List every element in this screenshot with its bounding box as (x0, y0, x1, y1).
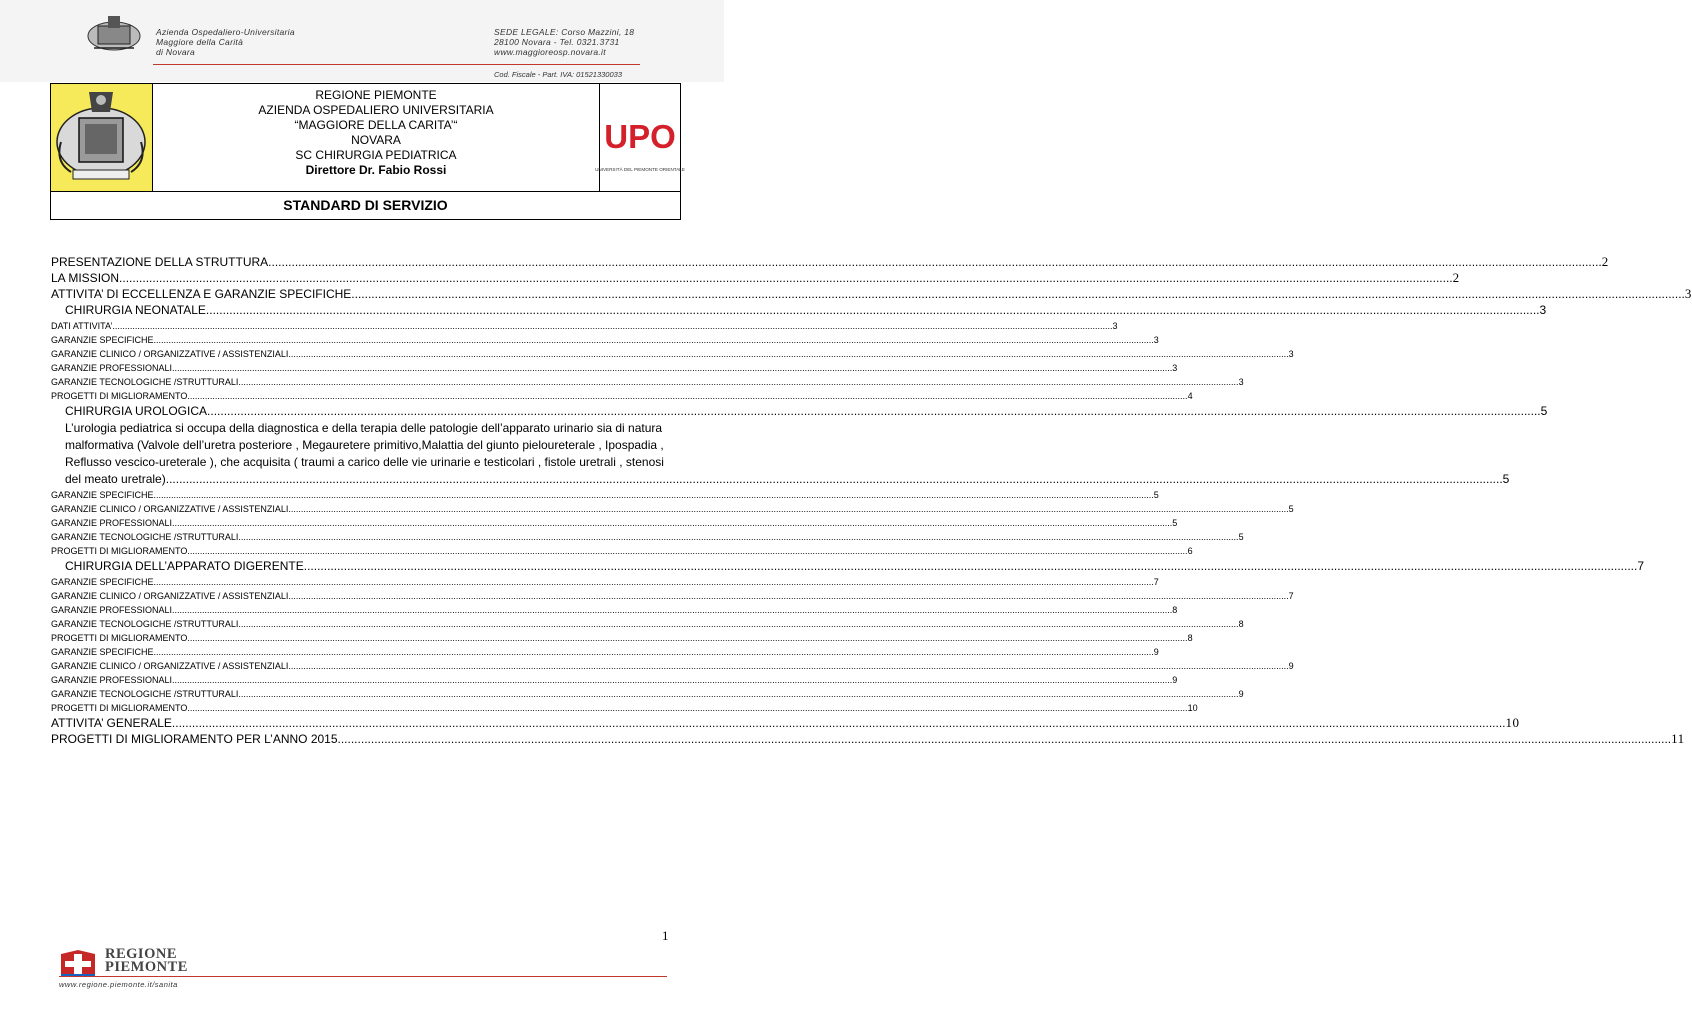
toc-entry-level3[interactable] (51, 502, 1294, 516)
toc-entry-label: GARANZIE TECNOLOGICHE /STRUTTURALI (51, 532, 239, 542)
toc-dot-leader (268, 254, 1602, 270)
toc-entry-level3[interactable] (51, 333, 1159, 347)
toc-dot-leader (172, 603, 1172, 617)
toc-page-number: 5 (1238, 532, 1244, 542)
toc-entry-level3[interactable] (51, 673, 1178, 687)
toc-entry-label: GARANZIE PROFESSIONALI (51, 605, 173, 615)
toc-dot-leader (288, 347, 1288, 361)
toc-page-number: 3 (1153, 335, 1159, 345)
toc-entry-level1[interactable] (51, 731, 1685, 747)
toc-dot-leader (206, 302, 1540, 319)
toc-entry-label: GARANZIE CLINICO / ORGANIZZATIVE / ASSISTENZIALI (51, 591, 289, 601)
toc-entry-level2[interactable] (65, 471, 1510, 488)
toc-entry-label: DATI ATTIVITA’ (51, 321, 113, 331)
toc-entry-level1[interactable] (51, 715, 1520, 731)
toc-entry-label: PROGETTI DI MIGLIORAMENTO (51, 391, 188, 401)
toc-page-number: 5 (1153, 490, 1159, 500)
toc-description-line: malformativa (Valvole dell’uretra posteriore , Megauretere primitivo,Malattia del giunto pieloureterale , Ipospadia , (65, 438, 664, 452)
toc-page-number: 3 (1288, 349, 1294, 359)
toc-page-number: 6 (1187, 546, 1193, 556)
toc-entry-level3[interactable] (51, 617, 1244, 631)
toc-page-number: 7 (1153, 577, 1159, 587)
toc-dot-leader (304, 558, 1638, 575)
toc-page-number: 5 (1172, 518, 1178, 528)
toc-dot-leader (172, 673, 1172, 687)
toc-entry-label: GARANZIE CLINICO / ORGANIZZATIVE / ASSISTENZIALI (51, 349, 289, 359)
toc-entry-level3[interactable] (51, 361, 1178, 375)
toc-entry-label: GARANZIE CLINICO / ORGANIZZATIVE / ASSISTENZIALI (51, 504, 289, 514)
toc-entry-label: PROGETTI DI MIGLIORAMENTO PER L’ANNO 2015 (51, 732, 338, 746)
regione-piemonte-logo-icon (59, 948, 97, 978)
toc-page-number: 9 (1153, 647, 1159, 657)
toc-entry-level1[interactable] (51, 286, 1692, 302)
toc-dot-leader (338, 731, 1672, 747)
institution-line: SC CHIRURGIA PEDIATRICA (295, 148, 457, 162)
regione-name-line: REGIONE (105, 946, 177, 962)
toc-page-number: 9 (1288, 661, 1294, 671)
toc-page-number: 7 (1288, 591, 1294, 601)
legal-address-line: 28100 Novara - Tel. 0321.3731 (494, 37, 620, 47)
toc-entry-level3[interactable] (51, 575, 1159, 589)
upo-caption: UNIVERSITÀ DEL PIEMONTE ORIENTALE (595, 167, 685, 172)
upo-logo-text: UPO (604, 118, 676, 155)
toc-entry-level3[interactable] (51, 631, 1193, 645)
toc-dot-leader (172, 361, 1172, 375)
institution-line: NOVARA (351, 133, 401, 147)
director-name: Direttore Dr. Fabio Rossi (305, 163, 447, 177)
hospital-name (156, 27, 295, 57)
website-link[interactable]: www.maggioreosp.novara.it (494, 47, 606, 57)
toc-entry-level3[interactable] (51, 375, 1244, 389)
toc-entry-label: GARANZIE SPECIFICHE (51, 490, 154, 500)
toc-entry-label: ATTIVITA’ GENERALE (51, 716, 172, 730)
toc-page-number: 5 (1502, 472, 1510, 486)
toc-entry-label: ATTIVITA’ DI ECCELLENZA E GARANZIE SPECIFICHE (51, 287, 352, 301)
upo-logo (595, 84, 685, 191)
toc-entry-level2[interactable] (51, 403, 1548, 420)
toc-dot-leader (169, 471, 1503, 488)
toc-entry-level3[interactable] (51, 589, 1294, 603)
page-header (0, 0, 724, 82)
toc-page-number: 2 (1452, 270, 1460, 285)
toc-entry-level3[interactable] (51, 516, 1178, 530)
toc-page-number: 7 (1637, 559, 1645, 573)
toc-entry-level1[interactable] (51, 270, 1460, 286)
toc-page-number: 4 (1187, 391, 1193, 401)
toc-entry-level1[interactable] (51, 254, 1609, 270)
upo-logo-icon (595, 84, 685, 191)
toc-page-number: 3 (1684, 286, 1692, 301)
toc-dot-leader (207, 403, 1541, 420)
toc-entry-label: del meato uretrale). (65, 472, 170, 486)
header-divider (153, 64, 640, 65)
toc-dot-leader (154, 645, 1154, 659)
toc-entry-label: LA MISSION (51, 271, 120, 285)
toc-description-line: L’urologia pediatrica si occupa della diagnostica e della terapia delle patologie dell’apparato urinario sia di natura (65, 421, 663, 435)
toc-entry-label: GARANZIE SPECIFICHE (51, 647, 154, 657)
toc-dot-leader (187, 389, 1187, 403)
toc-entry-label: GARANZIE TECNOLOGICHE /STRUTTURALI (51, 377, 239, 387)
toc-page-number: 9 (1172, 675, 1178, 685)
toc-page-number: 3 (1539, 303, 1547, 317)
toc-entry-label: GARANZIE PROFESSIONALI (51, 518, 173, 528)
toc-page-number: 10 (1187, 703, 1198, 713)
toc-dot-leader (112, 319, 1112, 333)
crest-cell (51, 84, 153, 191)
toc-dot-leader (187, 631, 1187, 645)
toc-page-number: 5 (1540, 404, 1548, 418)
toc-entry-level3[interactable] (51, 603, 1178, 617)
legal-address-line: SEDE LEGALE: Corso Mazzini, 18 (494, 27, 635, 37)
table-of-contents (51, 254, 1692, 747)
toc-entry-level2[interactable] (51, 558, 1645, 575)
toc-page-number: 8 (1238, 619, 1244, 629)
toc-entry-label: CHIRURGIA DELL’APPARATO DIGERENTE (65, 559, 304, 573)
toc-dot-leader (238, 687, 1238, 701)
hospital-name-line: di Novara (156, 47, 196, 57)
toc-dot-leader (351, 286, 1685, 302)
page-number: 1 (662, 928, 669, 943)
fiscal-code: Cod. Fiscale - Part. IVA: 01521330033 (494, 70, 622, 79)
hospital-name-line: Maggiore della Carità (156, 37, 244, 47)
toc-dot-leader (187, 544, 1187, 558)
toc-dot-leader (154, 488, 1154, 502)
toc-page-number: 5 (1288, 504, 1294, 514)
toc-entry-label: GARANZIE SPECIFICHE (51, 577, 154, 587)
footer-divider (59, 976, 667, 977)
toc-dot-leader (288, 659, 1288, 673)
toc-entry-label: GARANZIE PROFESSIONALI (51, 675, 173, 685)
toc-entry-label: PROGETTI DI MIGLIORAMENTO (51, 546, 188, 556)
toc-entry-label: PRESENTAZIONE DELLA STRUTTURA (51, 255, 269, 269)
toc-entry-label: CHIRURGIA NEONATALE (65, 303, 206, 317)
toc-page-number: 9 (1238, 689, 1244, 699)
toc-entry-level3[interactable] (51, 530, 1244, 544)
institution-block (152, 88, 600, 178)
toc-dot-leader (119, 270, 1453, 286)
toc-dot-leader (172, 516, 1172, 530)
toc-entry-level3[interactable] (51, 701, 1198, 715)
toc-entry-label: PROGETTI DI MIGLIORAMENTO (51, 633, 188, 643)
toc-entry-label: PROGETTI DI MIGLIORAMENTO (51, 703, 188, 713)
institution-line: “MAGGIORE DELLA CARITA’“ (294, 118, 458, 132)
toc-page-number: 3 (1112, 321, 1118, 331)
toc-entry-level3[interactable] (51, 347, 1294, 361)
toc-dot-leader (238, 617, 1238, 631)
toc-page-number: 8 (1172, 605, 1178, 615)
legal-address (494, 27, 634, 57)
toc-dot-leader (154, 575, 1154, 589)
title-box (50, 83, 685, 220)
hospital-name-line: Azienda Ospedaliero-Universitaria (156, 27, 295, 37)
toc-entry-label: GARANZIE CLINICO / ORGANIZZATIVE / ASSISTENZIALI (51, 661, 289, 671)
toc-page-number: 8 (1187, 633, 1193, 643)
toc-entry-level3[interactable] (51, 659, 1294, 673)
toc-dot-leader (238, 530, 1238, 544)
title-box-top (51, 84, 685, 192)
institution-line: REGIONE PIEMONTE (315, 88, 437, 102)
toc-page-number: 3 (1238, 377, 1244, 387)
toc-entry-level3[interactable] (51, 389, 1193, 403)
document-title: STANDARD DI SERVIZIO (283, 197, 448, 213)
toc-description-line: Reflusso vescico-ureterale ), che acquisita ( traumi a carico delle vie urinarie e testicolari , fistole uretrali , stenosi (65, 455, 664, 469)
regione-name-line: PIEMONTE (105, 959, 188, 975)
toc-entry-level3[interactable] (51, 319, 1118, 333)
institution-line: AZIENDA OSPEDALIERO UNIVERSITARIA (258, 103, 494, 117)
toc-page-number: 10 (1505, 715, 1520, 730)
toc-dot-leader (288, 589, 1288, 603)
toc-entry-level3[interactable] (51, 544, 1193, 558)
toc-entry-level2[interactable] (51, 302, 1547, 319)
toc-entry-description[interactable] (51, 420, 1510, 488)
page-footer (0, 942, 724, 1024)
toc-dot-leader (154, 333, 1154, 347)
coat-of-arms-icon (51, 84, 152, 191)
toc-entry-level3[interactable] (51, 687, 1244, 701)
footer-url-link[interactable]: www.regione.piemonte.it/sanita (59, 980, 178, 989)
toc-entry-label: GARANZIE SPECIFICHE (51, 335, 154, 345)
toc-dot-leader (238, 375, 1238, 389)
toc-dot-leader (288, 502, 1288, 516)
toc-entry-label: GARANZIE TECNOLOGICHE /STRUTTURALI (51, 689, 239, 699)
toc-entry-level3[interactable] (51, 645, 1159, 659)
hospital-crest-icon (86, 14, 142, 52)
toc-entry-level3[interactable] (51, 488, 1159, 502)
toc-dot-leader (187, 701, 1187, 715)
toc-entry-label: GARANZIE TECNOLOGICHE /STRUTTURALI (51, 619, 239, 629)
regione-piemonte-name (105, 948, 188, 974)
toc-entry-label: GARANZIE PROFESSIONALI (51, 363, 173, 373)
toc-dot-leader (172, 715, 1506, 731)
toc-page-number: 11 (1671, 731, 1685, 746)
toc-entry-label: CHIRURGIA UROLOGICA (65, 404, 208, 418)
toc-page-number: 3 (1172, 363, 1178, 373)
toc-page-number: 2 (1601, 254, 1609, 269)
